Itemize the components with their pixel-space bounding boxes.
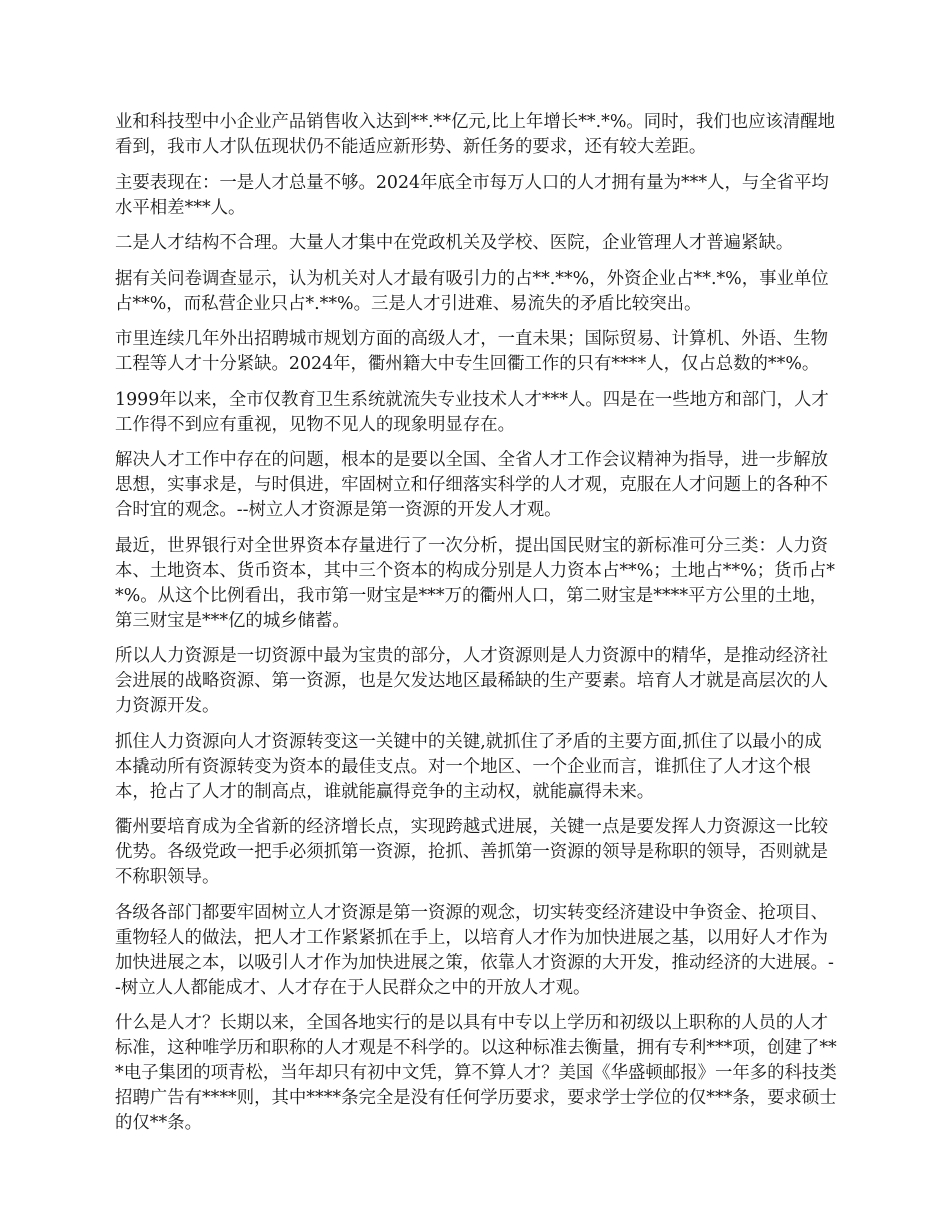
paragraph-1: 业和科技型中小企业产品销售收入达到**.**亿元,比上年增长**.*%。同时，我们也应该清醒地看到，我市人才队伍现状仍不能适应新形势、新任务的要求，还有较大差距。 (115, 112, 836, 157)
paragraph-4: 据有关问卷调查显示，认为机关对人才最有吸引力的占**.**%，外资企业占**.*%，事业单位占**%，而私营企业只占*.**%。三是人才引进难、易流失的矛盾比较突出。 (115, 268, 829, 314)
paragraph-12: 各级各部门都要牢固树立人才资源是第一资源的观念，切实转变经济建设中争资金、抢项目、重物轻人的做法，把人才工作紧紧抓在手上，以培育人才作为加快进展之基，以用好人才作为加快进展之本，以吸引人才作为加快进展之策，依靠人才资源的大开发，推动经济的大进展。--树立人人都能成才、人才存在于人民群众之中的开放人才观。 (115, 902, 834, 998)
paragraph-5: 市里连续几年外出招聘城市规划方面的高级人才，一直未果；国际贸易、计算机、外语、生物工程等人才十分紧缺。2024年，衢州籍大中专生回衢工作的只有****人，仅占总数的**%。 (115, 329, 829, 374)
paragraph-7: 解决人才工作中存在的问题，根本的是要以全国、全省人才工作会议精神为指导，进一步解放思想，实事求是，与时俱进，牢固树立和仔细落实科学的人才观，克服在人才问题上的各种不合时宜的观念。--树立人才资源是第一资源的开发人才观。 (115, 450, 829, 520)
paragraph-2: 主要表现在：一是人才总量不够。2024年底全市每万人口的人才拥有量为***人，与全省平均水平相差***人。 (115, 172, 829, 218)
paragraph-9: 所以人力资源是一切资源中最为宝贵的部分，人才资源则是人力资源中的精华，是推动经济社会进展的战略资源、第一资源，也是欠发达地区最稀缺的生产要素。培育人才就是高层次的人力资源开发。 (115, 646, 829, 716)
paragraph-11: 衢州要培育成为全省新的经济增长点，实现跨越式进展，关键一点是要发挥人力资源这一比较优势。各级党政一把手必须抓第一资源，抢抓、善抓第一资源的领导是称职的领导，否则就是不称职领导。 (115, 817, 829, 887)
document-body (115, 110, 839, 1147)
paragraph-6: 1999年以来，全市仅教育卫生系统就流失专业技术人才***人。四是在一些地方和部门，人才工作得不到应有重视，见物不见人的现象明显存在。 (115, 389, 829, 435)
paragraph-3: 二是人才结构不合理。大量人才集中在党政机关及学校、医院，企业管理人才普遍紧缺。 (115, 233, 794, 253)
paragraph-13: 什么是人才？长期以来，全国各地实行的是以具有中专以上学历和初级以上职称的人员的人才标准，这种唯学历和职称的人才观是不科学的。以这种标准去衡量，拥有专利***项，创建了***电子集团的项青松，当年却只有初中文凭，算不算人才？美国《华盛顿邮报》一年多的科技类招聘广告有****则，其中****条完全是没有任何学历要求，要求学士学位的仅***条，要求硕士的仅**条。 (115, 1013, 837, 1133)
paragraph-8: 最近，世界银行对全世界资本存量进行了一次分析，提出国民财宝的新标准可分三类：人力资本、土地资本、货币资本，其中三个资本的构成分别是人力资本占**%；土地占**%；货币占**%。从这个比例看出，我市第一财宝是***万的衢州人口，第二财宝是****平方公里的土地，第三财宝是***亿的城乡储蓄。 (115, 535, 835, 631)
paragraph-10: 抓住人力资源向人才资源转变这一关键中的关键,就抓住了矛盾的主要方面,抓住了以最小的成本撬动所有资源转变为资本的最佳支点。对一个地区、一个企业而言，谁抓住了人才这个根本，抢占了人才的制高点，谁就能赢得竞争的主动权，就能赢得未来。 (115, 731, 822, 802)
